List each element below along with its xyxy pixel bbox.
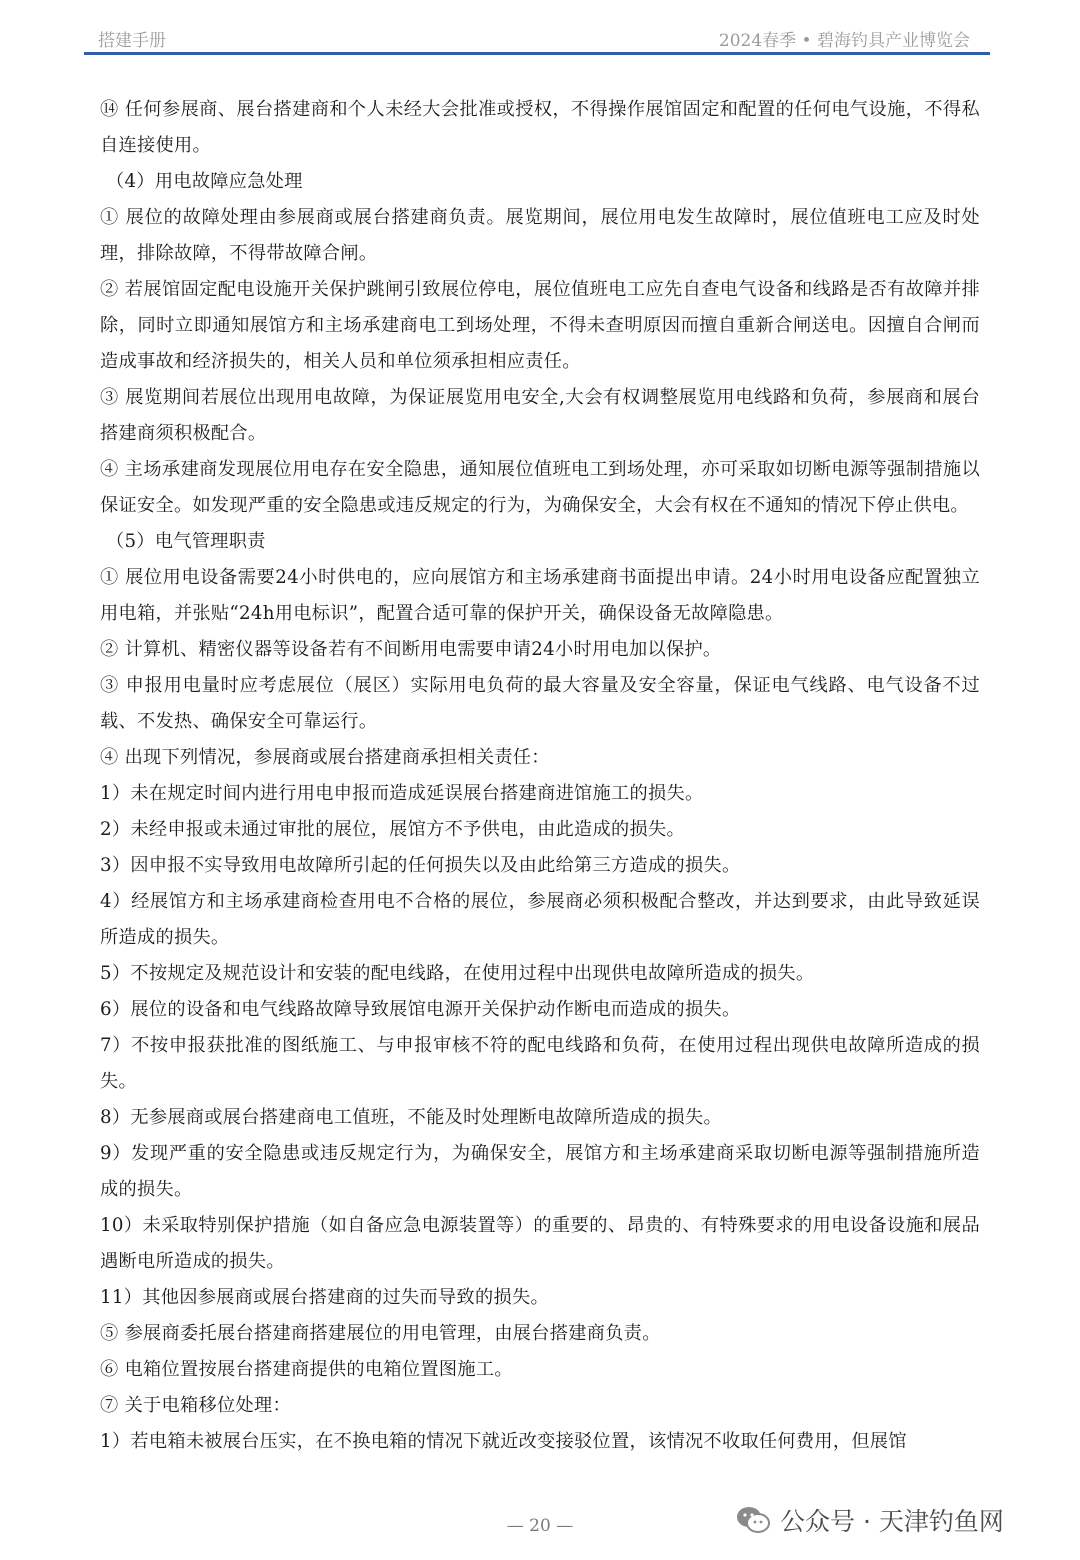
paragraph: ② 若展馆固定配电设施开关保护跳闸引致展位停电，展位值班电工应先自查电气设备和线路是否有故障并排除，同时立即通知展馆方和主场承建商电工到场处理，不得未查明原因而擅自重新合闸送电。因擅自合闸而造成事故和经济损失的，相关人员和单位须承担相应责任。 bbox=[100, 279, 980, 372]
list-item: 2）未经申报或未通过审批的展位，展馆方不予供电，由此造成的损失。 bbox=[100, 819, 685, 840]
list-item: 1）未在规定时间内进行用电申报而造成延误展台搭建商进馆施工的损失。 bbox=[100, 783, 704, 804]
section-heading: （4）用电故障应急处理 bbox=[106, 171, 303, 192]
list-item: 1）若电箱未被展台压实，在不换电箱的情况下就近改变接驳位置，该情况不收取任何费用，但展馆 bbox=[100, 1431, 907, 1452]
page-number: — 20 — bbox=[506, 1516, 574, 1536]
document-body bbox=[100, 92, 980, 1460]
header-left-title: 搭建手册 bbox=[98, 31, 166, 51]
paragraph: ④ 出现下列情况，参展商或展台搭建商承担相关责任： bbox=[100, 747, 550, 768]
paragraph: ⑤ 参展商委托展台搭建商搭建展位的用电管理，由展台搭建商负责。 bbox=[100, 1323, 661, 1344]
list-item: 10）未采取特别保护措施（如自备应急电源装置等）的重要的、昂贵的、有特殊要求的用电设备设施和展品遇断电所造成的损失。 bbox=[100, 1215, 980, 1272]
page-header bbox=[84, 22, 988, 50]
header-right-title: 2024春季 • 碧海钓具产业博览会 bbox=[718, 31, 970, 51]
watermark-text: 公众号 · 天津钓鱼网 bbox=[780, 1507, 1004, 1536]
list-item: 6）展位的设备和电气线路故障导致展馆电源开关保护动作断电而造成的损失。 bbox=[100, 999, 741, 1020]
paragraph: ⑦ 关于电箱移位处理： bbox=[100, 1395, 291, 1416]
paragraph: ① 展位用电设备需要24小时供电的，应向展馆方和主场承建商书面提出申请。24小时用电设备应配置独立用电箱，并张贴“24h用电标识”，配置合适可靠的保护开关，确保设备无故障隐患。 bbox=[100, 567, 980, 624]
paragraph: ⑭ 任何参展商、展台搭建商和个人未经大会批准或授权，不得操作展馆固定和配置的任何电气设施，不得私自连接使用。 bbox=[100, 99, 980, 156]
wechat-icon bbox=[736, 1505, 770, 1535]
list-item: 8）无参展商或展台搭建商电工值班，不能及时处理断电故障所造成的损失。 bbox=[100, 1107, 722, 1128]
list-item: 3）因申报不实导致用电故障所引起的任何损失以及由此给第三方造成的损失。 bbox=[100, 855, 741, 876]
list-item: 5）不按规定及规范设计和安装的配电线路，在使用过程中出现供电故障所造成的损失。 bbox=[100, 963, 815, 984]
paragraph: ① 展位的故障处理由参展商或展台搭建商负责。展览期间，展位用电发生故障时，展位值班电工应及时处理，排除故障，不得带故障合闸。 bbox=[100, 207, 980, 264]
header-rule bbox=[84, 52, 990, 55]
paragraph: ③ 展览期间若展位出现用电故障，为保证展览用电安全,大会有权调整展览用电线路和负荷，参展商和展台搭建商须积极配合。 bbox=[100, 387, 980, 444]
section-heading: （5）电气管理职责 bbox=[106, 531, 266, 552]
paragraph: ② 计算机、精密仪器等设备若有不间断用电需要申请24小时用电加以保护。 bbox=[100, 639, 722, 660]
list-item: 9）发现严重的安全隐患或违反规定行为，为确保安全，展馆方和主场承建商采取切断电源等强制措施所造成的损失。 bbox=[100, 1143, 980, 1200]
list-item: 4）经展馆方和主场承建商检查用电不合格的展位，参展商必须积极配合整改，并达到要求，由此导致延误所造成的损失。 bbox=[100, 891, 980, 948]
paragraph: ④ 主场承建商发现展位用电存在安全隐患，通知展位值班电工到场处理，亦可采取如切断电源等强制措施以保证安全。如发现严重的安全隐患或违反规定的行为，为确保安全，大会有权在不通知的情况下停止供电。 bbox=[100, 459, 980, 516]
paragraph: ⑥ 电箱位置按展台搭建商提供的电箱位置图施工。 bbox=[100, 1359, 513, 1380]
list-item: 7）不按申报获批准的图纸施工、与申报审核不符的配电线路和负荷，在使用过程出现供电故障所造成的损失。 bbox=[100, 1035, 980, 1092]
list-item: 11）其他因参展商或展台搭建商的过失而导致的损失。 bbox=[100, 1287, 549, 1308]
paragraph: ③ 申报用电量时应考虑展位（展区）实际用电负荷的最大容量及安全容量，保证电气线路、电气设备不过载、不发热、确保安全可靠运行。 bbox=[100, 675, 980, 732]
wechat-watermark bbox=[736, 1500, 1004, 1540]
